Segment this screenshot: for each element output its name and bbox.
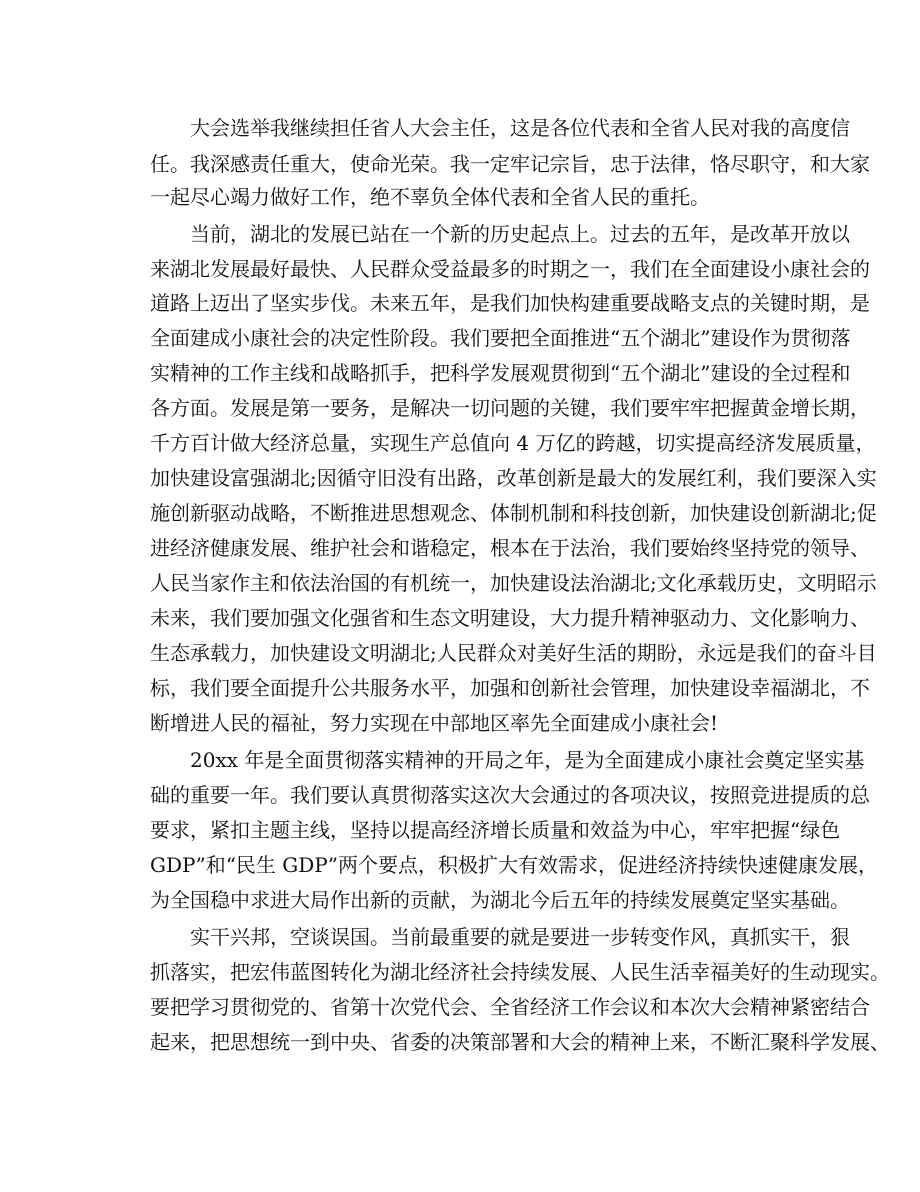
text-line: 加快建设富强湖北;因循守旧没有出路，改革创新是最大的发展红利，我们要深入实	[150, 466, 877, 490]
text-line: 大会选举我继续担任省人大会主任，这是各位代表和全省人民对我的高度信	[190, 116, 850, 140]
text-line: 起来，把思想统一到中央、省委的决策部署和大会的精神上来，不断汇聚科学发展、	[150, 1030, 890, 1054]
text-line: 为全国稳中求进大局作出新的贡献，为湖北今后五年的持续发展奠定坚实基础。	[150, 888, 850, 912]
text-line: 来湖北发展最好最快、人民群众受益最多的时期之一，我们在全面建设小康社会的	[150, 257, 870, 281]
text-line: 断增进人民的福祉，努力实现在中部地区率先全面建成小康社会!	[150, 711, 719, 735]
text-line: 各方面。发展是第一要务，是解决一切问题的关键，我们要牢牢把握黄金增长期，	[150, 396, 870, 420]
text-line: 要求，紧扣主题主线，坚持以提高经济增长质量和效益为中心，牢牢把握“绿色	[150, 818, 841, 842]
text-line: 施创新驱动战略，不断推进思想观念、体制机制和科技创新，加快建设创新湖北;促	[150, 501, 877, 525]
text-line: 千方百计做大经济总量，实现生产总值向 4 万亿的跨越，切实提高经济发展质量，	[150, 431, 876, 455]
text-line: 础的重要一年。我们要认真贯彻落实这次大会通过的各项决议，按照竞进提质的总	[150, 783, 870, 807]
text-line: 实精神的工作主线和战略抓手，把科学发展观贯彻到“五个湖北”建设的全过程和	[150, 361, 851, 385]
text-line: 20xx 年是全面贯彻落实精神的开局之年，是为全面建成小康社会奠定坚实基	[190, 748, 865, 772]
text-line: 要把学习贯彻党的、省第十次党代会、全省经济工作会议和本次大会精神紧密结合	[150, 995, 870, 1019]
text-line: GDP”和“民生 GDP”两个要点，积极扩大有效需求，促进经济持续快速健康发展，	[150, 853, 878, 877]
text-line: 未来，我们要加强文化强省和生态文明建设，大力提升精神驱动力、文化影响力、	[150, 606, 870, 630]
text-line: 道路上迈出了坚实步伐。未来五年，是我们加快构建重要战略支点的关键时期，是	[150, 291, 870, 315]
text-line: 标，我们要全面提升公共服务水平，加强和创新社会管理，加快建设幸福湖北，不	[150, 676, 870, 700]
text-line: 进经济健康发展、维护社会和谐稳定，根本在于法治，我们要始终坚持党的领导、	[150, 536, 870, 560]
text-line: 当前，湖北的发展已站在一个新的历史起点上。过去的五年，是改革开放以	[190, 222, 850, 246]
text-line: 生态承载力，加快建设文明湖北;人民群众对美好生活的期盼，永远是我们的奋斗目	[150, 641, 877, 665]
text-line: 全面建成小康社会的决定性阶段。我们要把全面推进“五个湖北”建设作为贯彻落	[150, 326, 851, 350]
text-line: 人民当家作主和依法治国的有机统一，加快建设法治湖北;文化承载历史，文明昭示	[150, 571, 877, 595]
text-line: 抓落实，把宏伟蓝图转化为湖北经济社会持续发展、人民生活幸福美好的生动现实。	[150, 960, 890, 984]
text-line: 任。我深感责任重大，使命光荣。我一定牢记宗旨，忠于法律，恪尽职守，和大家	[150, 152, 870, 176]
text-line: 一起尽心竭力做好工作，绝不辜负全体代表和全省人民的重托。	[150, 185, 710, 209]
text-line: 实干兴邦，空谈误国。当前最重要的就是要进一步转变作风，真抓实干，狠	[190, 925, 850, 949]
